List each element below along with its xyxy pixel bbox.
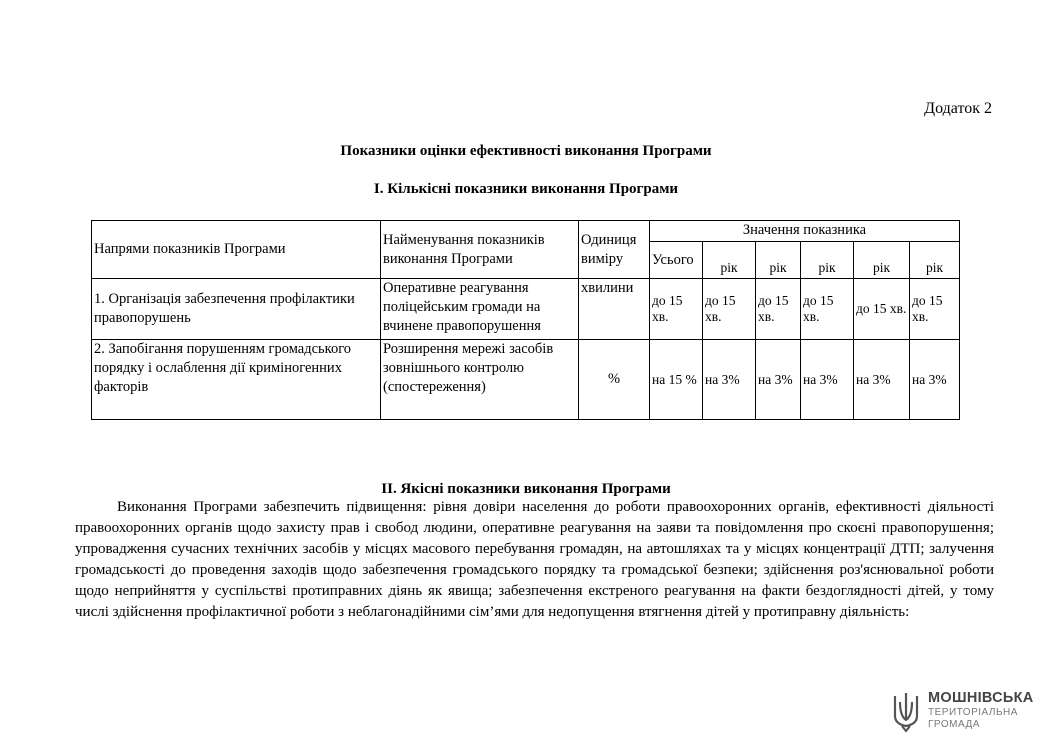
header-total: Усього (650, 242, 703, 279)
year-label: рік (769, 260, 787, 275)
watermark-line-3: ГРОМАДА (928, 719, 980, 730)
year-label: рік (925, 260, 944, 275)
annex-label: Додаток 2 (924, 100, 992, 117)
row-unit: хвилини (579, 279, 650, 340)
row-value-year-1: на 3% (703, 340, 756, 420)
header-row-1 (92, 221, 960, 242)
year-label: рік (818, 260, 836, 275)
row-value-year-2: до 15 хв. (756, 279, 801, 340)
header-directions: Напрями показників Програми (92, 221, 381, 279)
watermark-line-2: ТЕРИТОРІАЛЬНА (928, 707, 1018, 718)
row-value-year-5: до 15 хв. (910, 279, 960, 340)
header-year-1 (703, 242, 756, 279)
row-direction: 1. Організація забезпечення профілактики правопорушень (92, 279, 381, 340)
watermark-line-1: МОШНІВСЬКА (928, 690, 1034, 706)
row-value-year-3: до 15 хв. (801, 279, 854, 340)
header-year-4 (854, 242, 910, 279)
row-value-year-2: на 3% (756, 340, 801, 420)
page-title: Показники оцінки ефективності виконання Програми (340, 143, 712, 159)
table-row (92, 279, 960, 340)
watermark-logo (890, 688, 1040, 736)
table-row (92, 340, 960, 420)
row-value-year-1: до 15 хв. (703, 279, 756, 340)
row-direction: 2. Запобігання порушенням громадського порядку і ослаблення дії криміногенних факторів (92, 340, 381, 420)
row-value-year-4: на 3% (854, 340, 910, 420)
header-year-3 (801, 242, 854, 279)
row-value-total: на 15 % (650, 340, 703, 420)
header-year-5 (910, 242, 960, 279)
header-unit: Одиниця виміру (579, 221, 650, 279)
row-value-year-5: на 3% (910, 340, 960, 420)
body-paragraph: Виконання Програми забезпечить підвищення: рівня довіри населення до роботи правоохоронних органів, ефективності діяльності правоохоронних органів щодо захисту прав і свобод людини, оперативне реагування на заяви та повідомлення про скоєні правопорушення; упровадження сучасних технічних засобів у місцях масового перебування громадян, на автошляхах та у місцях концентрації ДТП; залучення громадськості до проведення заходів щодо забезпечення громадського порядку та громадської безпеки; здійснення роз'яснювальної роботи щодо неприйняття у суспільстві протиправних діянь як явища; забезпечення екстреного реагування на факти бездоглядності дітей, у тому числі здійснення профілактичної роботи з неблагонадійними сім’ями для недопущення втягнення дітей у протиправну діяльність: (75, 499, 994, 620)
section1-title: І. Кількісні показники виконання Програми (373, 181, 679, 197)
row-unit: % (579, 340, 650, 420)
indicators-table (91, 220, 960, 420)
year-label: рік (720, 260, 738, 275)
row-value-year-3: на 3% (801, 340, 854, 420)
section2-title: ІІ. Якісні показники виконання Програми (381, 481, 671, 497)
year-label: рік (872, 260, 891, 275)
row-name: Розширення мережі засобів зовнішнього контролю (спостереження) (381, 340, 579, 420)
trident-icon (890, 690, 922, 734)
row-value-total: до 15 хв. (650, 279, 703, 340)
header-names: Найменування показників виконання Програми (381, 221, 579, 279)
header-year-2 (756, 242, 801, 279)
row-value-year-4: до 15 хв. (854, 279, 910, 340)
row-name: Оперативне реагування поліцейським громади на вчинене правопорушення (381, 279, 579, 340)
header-value-group: Значення показника (650, 221, 960, 242)
